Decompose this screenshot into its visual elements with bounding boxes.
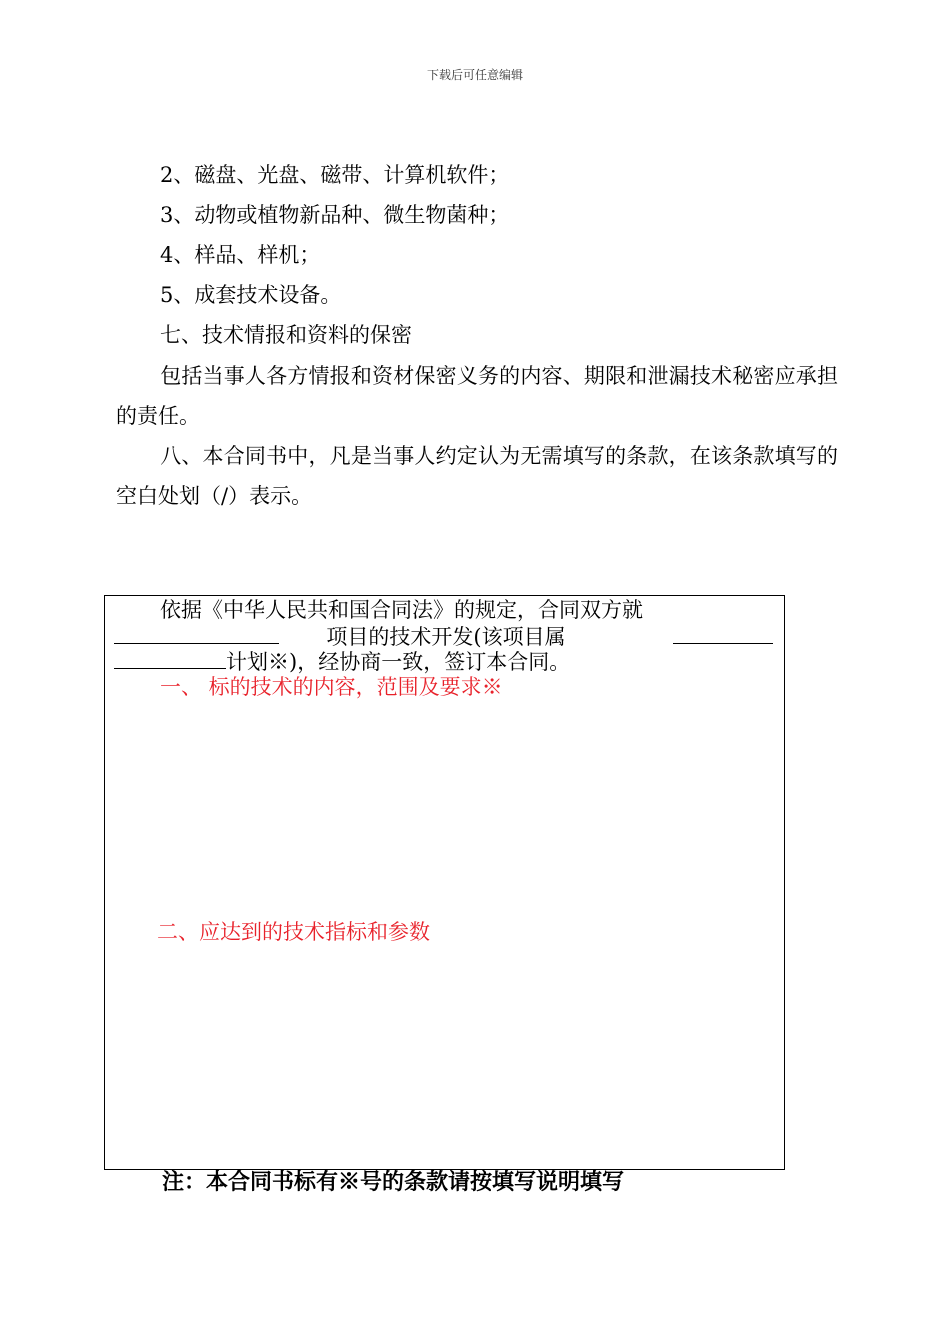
project-category-blank[interactable] <box>673 623 773 644</box>
list-item: 2、磁盘、光盘、磁带、计算机软件； <box>160 163 510 187</box>
section-eight-body <box>116 436 838 516</box>
plan-text: 计划※)，经协商一致，签订本合同。 <box>226 650 571 674</box>
plan-name-blank[interactable] <box>114 648 226 669</box>
item-two-heading: 二、应达到的技术指标和参数 <box>157 920 430 944</box>
section-eight-body-text: 八、本合同书中，凡是当事人约定认为无需填写的条款，在该条款填写的空白处划（/）表示。 <box>116 444 838 508</box>
page-header-note: 下载后可任意编辑 <box>426 68 523 82</box>
contract-box <box>104 595 785 1170</box>
section-seven-body <box>116 356 838 436</box>
project-line <box>114 623 566 650</box>
item-one-heading: 一、 标的技术的内容，范围及要求※ <box>160 675 503 699</box>
list-item: 4、样品、样机； <box>160 243 321 267</box>
plan-line <box>114 648 570 675</box>
list-item: 5、成套技术设备。 <box>160 283 342 307</box>
project-name-blank[interactable] <box>114 623 279 644</box>
footnote: 注：本合同书标有※号的条款请按填写说明填写 <box>162 1169 625 1195</box>
section-seven-body-text: 包括当事人各方情报和资材保密义务的内容、期限和泄漏技术秘密应承担的责任。 <box>116 364 838 428</box>
list-item: 3、动物或植物新品种、微生物菌种； <box>160 203 510 227</box>
contract-intro: 依据《中华人民共和国合同法》的规定，合同双方就 <box>160 598 643 622</box>
section-seven-title: 七、技术情报和资料的保密 <box>160 323 412 347</box>
project-text: 项目的技术开发(该项目属 <box>326 625 566 649</box>
